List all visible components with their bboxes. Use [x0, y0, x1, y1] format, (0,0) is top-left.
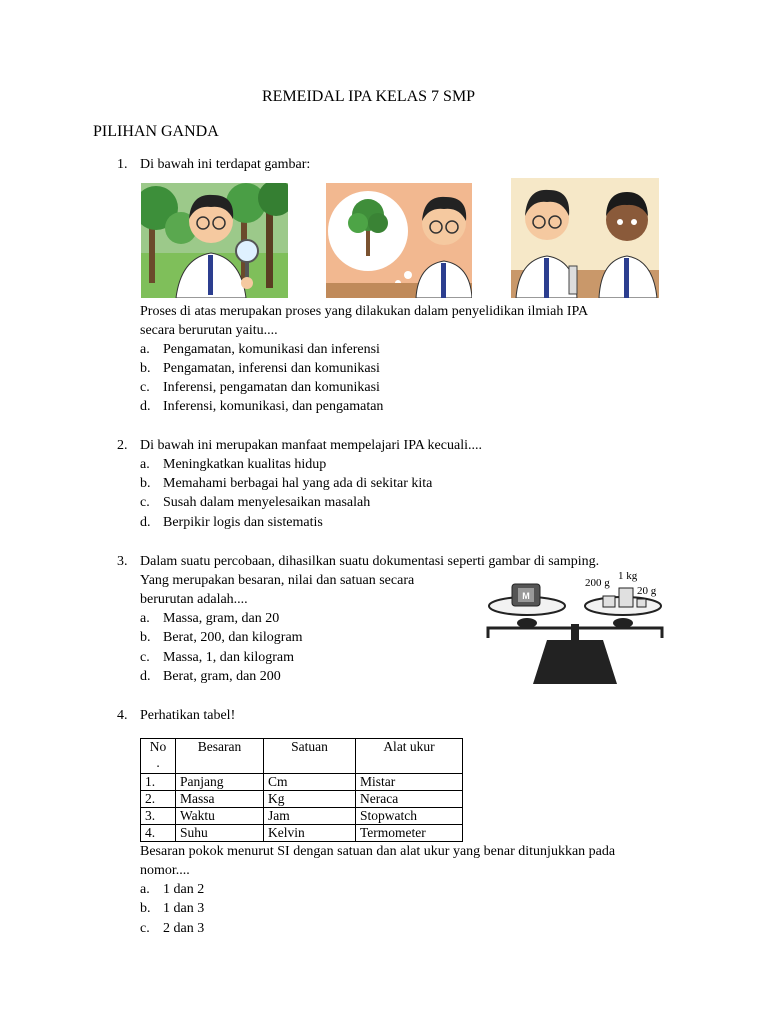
- balance-scale-illustration: [485, 568, 665, 684]
- section-heading: PILIHAN GANDA: [93, 123, 219, 140]
- option-text: Massa, gram, dan 20: [163, 611, 280, 626]
- option-text: 1 dan 2: [163, 882, 205, 897]
- table-cell: Termometer: [356, 825, 463, 842]
- option-text: Berat, 200, dan kilogram: [163, 630, 303, 645]
- table-header-row: [141, 739, 463, 774]
- weight-200g-label: 200 g: [585, 577, 610, 589]
- table-cell: Waktu: [176, 808, 264, 825]
- question-1-number: 1.: [117, 157, 128, 172]
- option-text: Pengamatan, komunikasi dan inferensi: [163, 342, 380, 357]
- illustration-inference: [326, 183, 472, 298]
- option-letter: d.: [140, 399, 151, 414]
- option-text: Berat, gram, dan 200: [163, 669, 281, 684]
- table-row: [141, 774, 463, 791]
- option-text: 1 dan 3: [163, 901, 205, 916]
- option-letter: c.: [140, 650, 150, 665]
- table-cell: 4.: [141, 825, 176, 842]
- option-letter: a.: [140, 342, 150, 357]
- page-title: REMEIDAL IPA KELAS 7 SMP: [262, 88, 476, 105]
- option-text: Susah dalam menyelesaikan masalah: [163, 495, 371, 510]
- question-3-number: 3.: [117, 554, 128, 569]
- option-letter: b.: [140, 476, 151, 491]
- question-4-text-line2: Besaran pokok menurut SI dengan satuan dan alat ukur yang benar ditunjukkan pada: [140, 844, 616, 859]
- question-4-number: 4.: [117, 708, 128, 723]
- table-row: [141, 808, 463, 825]
- table-cell: Cm: [264, 774, 356, 791]
- option-letter: b.: [140, 901, 151, 916]
- table-cell: Kg: [264, 791, 356, 808]
- option-text: Berpikir logis dan sistematis: [163, 515, 323, 530]
- quantities-table: [140, 738, 463, 842]
- option-letter: a.: [140, 611, 150, 626]
- option-text: Memahami berbagai hal yang ada di sekitar kita: [163, 476, 433, 491]
- option-letter: b.: [140, 630, 151, 645]
- table-cell: Jam: [264, 808, 356, 825]
- table-header-cell: Alat ukur: [356, 739, 463, 774]
- table-cell: 1.: [141, 774, 176, 791]
- table-cell: Stopwatch: [356, 808, 463, 825]
- option-text: 2 dan 3: [163, 921, 205, 936]
- option-letter: c.: [140, 380, 150, 395]
- question-3-text-line1: Dalam suatu percobaan, dihasilkan suatu dokumentasi seperti gambar di samping.: [140, 554, 600, 569]
- option-letter: a.: [140, 882, 150, 897]
- table-header-cell: Besaran: [176, 739, 264, 774]
- question-3-text-line2: Yang merupakan besaran, nilai dan satuan secara: [140, 573, 415, 588]
- table-cell: Massa: [176, 791, 264, 808]
- option-letter: b.: [140, 361, 151, 376]
- question-2-number: 2.: [117, 438, 128, 453]
- table-cell: Panjang: [176, 774, 264, 791]
- table-cell: Suhu: [176, 825, 264, 842]
- question-4-text-line3: nomor....: [140, 863, 190, 878]
- option-letter: a.: [140, 457, 150, 472]
- question-1-text-line2: secara berurutan yaitu....: [140, 323, 278, 338]
- option-letter: d.: [140, 515, 151, 530]
- table-cell: 2.: [141, 791, 176, 808]
- illustration-communication: [511, 178, 659, 298]
- table-cell: Kelvin: [264, 825, 356, 842]
- question-3-text-line3: berurutan adalah....: [140, 592, 248, 607]
- option-letter: c.: [140, 495, 150, 510]
- question-2-text: Di bawah ini merupakan manfaat mempelajari IPA kecuali....: [140, 438, 482, 453]
- table-cell: Mistar: [356, 774, 463, 791]
- option-text: Inferensi, komunikasi, dan pengamatan: [163, 399, 384, 414]
- table-cell: 3.: [141, 808, 176, 825]
- table-row: [141, 825, 463, 842]
- option-text: Pengamatan, inferensi dan komunikasi: [163, 361, 380, 376]
- illustration-observation: [141, 183, 288, 298]
- question-4-text: Perhatikan tabel!: [140, 708, 236, 723]
- option-text: Meningkatkan kualitas hidup: [163, 457, 327, 472]
- weight-20g-label: 20 g: [637, 585, 657, 597]
- option-letter: d.: [140, 669, 151, 684]
- table-cell: Neraca: [356, 791, 463, 808]
- table-header-cell: Satuan: [264, 739, 356, 774]
- scale-mass-label: M: [522, 591, 530, 601]
- weight-1kg-label: 1 kg: [618, 570, 638, 582]
- table-header-cell: No .: [141, 739, 176, 774]
- option-text: Massa, 1, dan kilogram: [163, 650, 295, 665]
- option-letter: c.: [140, 921, 150, 936]
- question-1-text-line1: Proses di atas merupakan proses yang dilakukan dalam penyelidikan ilmiah IPA: [140, 304, 589, 319]
- table-row: [141, 791, 463, 808]
- question-1-intro: Di bawah ini terdapat gambar:: [140, 157, 311, 172]
- option-text: Inferensi, pengamatan dan komunikasi: [163, 380, 380, 395]
